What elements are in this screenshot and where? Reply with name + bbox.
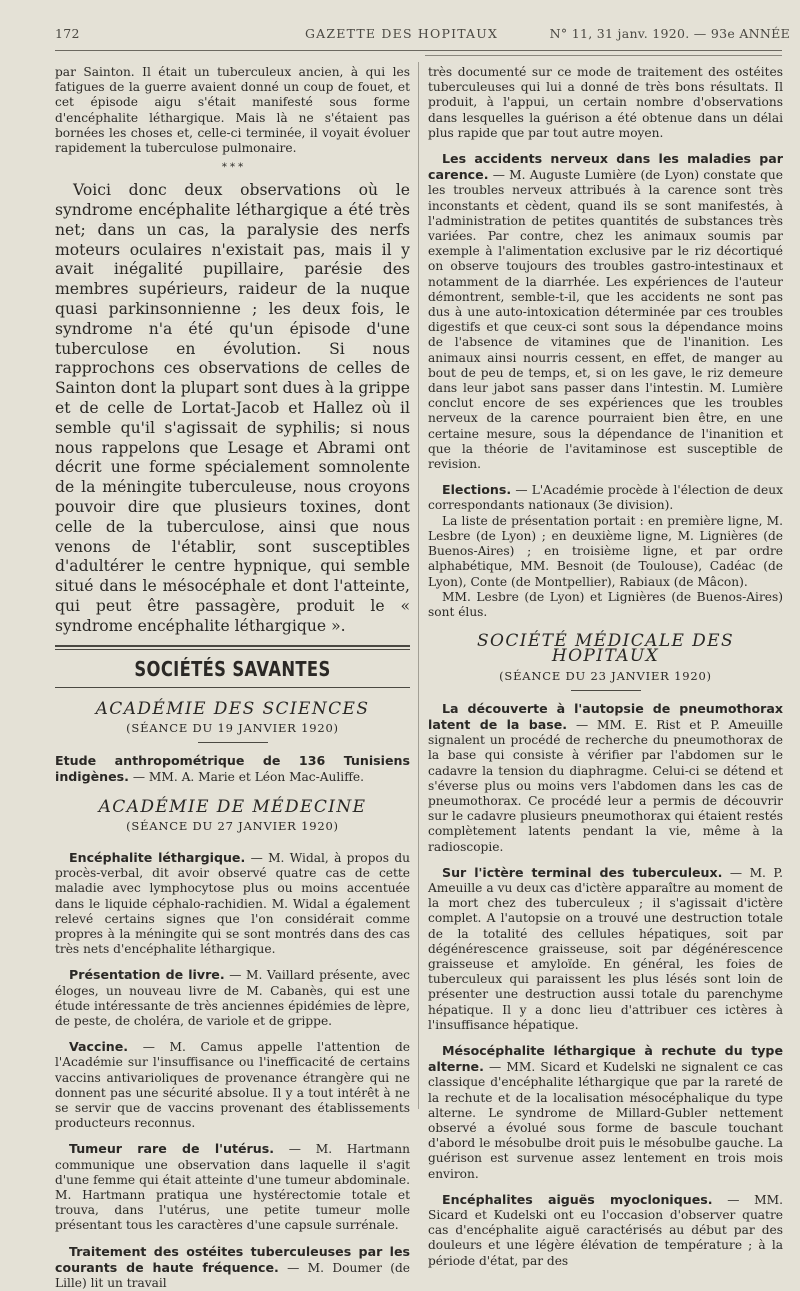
item-text: — M. Vaillard présente, avec éloges, un nouveau livre de M. Cabanès, qui est une étude intéressante de très anciennes épidémies de lèpre, de peste, de choléra, de variole et de grippe.	[55, 968, 410, 1028]
item	[428, 151, 783, 472]
header-rule-secondary	[425, 55, 782, 56]
item-text: — M. Doumer (de Lille) lit un travail	[55, 1260, 411, 1291]
item-title: Tumeur rare de l'utérus.	[69, 1141, 275, 1157]
item-title: Vaccine.	[69, 1039, 129, 1055]
session-date: (SÉANCE DU 27 JANVIER 1920)	[126, 818, 339, 833]
item-text: — MM. E. Rist et P. Ameuille signalent un procédé de recherche du pneumothorax de la base qui consiste à vérifier par l'abdomen sur le cadavre la tension du diaphragme. Celui-ci se détend et s'éverse plus ou moins vers l'abdomen dans les cas de pneumothorax. Ce procédé leur a permis de découvrir sur le cadavre plusieurs pneumothorax qui étaient restés complètement latents pendant la vie, même à la radioscopie.	[428, 717, 783, 854]
section-title: SOCIÉTÉS SAVANTES	[134, 656, 331, 681]
item-title: Mésocéphalite léthargique à rechute du type alterne.	[428, 1042, 783, 1075]
item-text: — M. Hartmann communique une observation dans laquelle il s'agit d'une femme qui était atteinte d'une tumeur abdominale. M. Hartmann pratiqua une hystérectomie totale et trouva, dans l'utérus, une petite tumeur molle présentant tous les caractères d'une capsule surrénale.	[55, 1142, 410, 1233]
item-title: Elections.	[442, 482, 512, 498]
item	[55, 967, 410, 1029]
short-rule	[198, 742, 268, 743]
item	[428, 1043, 783, 1182]
conclusion-paragraph: Voici donc deux observations où le syndrome encéphalite léthargique a été très net; dans un cas, la paralysie des nerfs moteurs oculaires n'existait pas, mais il y avait inégalité pupillaire, parésie des membres supérieurs, raideur de la nuque quasi parkinsonnienne ; les deux fois, le syndrome n'a été qu'un épisode d'une tuberculose en évolution. Si nous rapprochons ces observations de celles de Sainton dont la plupart sont dues à la grippe et de celle de Lortat-Jacob et Hallez où il semble qu'il s'agissait de syphilis; si nous nous rappelons que Lesage et Abrami ont décrit une forme spécialement somnolente de la méningite tuberculeuse, nous croyons pouvoir dire que plusieurs toxines, dont celle de la tuberculose, ainsi que nous venons de l'établir, sont susceptibles d'adultérer le centre hypnique, qui semble situé dans le mésocéphale et dont l'atteinte, qui peut être passagère, produit le « syndrome encéphalite léthargique ».	[55, 181, 410, 635]
item-text: — M. Auguste Lumière (de Lyon) constate que les troubles nerveux attribués à la carence sont très inconstants et cèdent, quand ils se sont manifestés, à l'administration de petites quantités de substances très variées. Par contre, chez les animaux soumis par exemple à l'alimentation exclusive par le riz décortiqué on observe toujours des troubles gastro-intestinaux et notamment de la diarrhée. Les expériences de l'auteur démontrent, semble-t-il, que les accidents ne sont pas dus à une auto-intoxication déterminée par ces troubles digestifs et que ceux-ci sont sous la dépendance moins de l'absence de vitamines que de l'inanition. Les animaux ainsi nourris cessent, en effet, de manger au bout de peu de temps, et, si on les gave, le riz demeure dans leur jabot sans passer dans l'intestin. M. Lumière conclut encore de ses expériences que les troubles nerveux de la carence pourraient bien être, en une certaine mesure, sous la dépendance de l'inanition et que la théorie de l'avitaminose est susceptible de revision.	[428, 168, 783, 472]
session-date: (SÉANCE DU 23 JANVIER 1920)	[499, 668, 712, 683]
item	[55, 1039, 410, 1131]
section-stars: * * *	[221, 162, 244, 174]
item-title: Traitement des ostéites tuberculeuses par les courants de haute fréquence.	[55, 1243, 410, 1275]
intro-paragraph: par Sainton. Il était un tuberculeux ancien, à qui les fatigues de la guerre avaient donné un coup de fouet, et cet épisode aigu s'était manifesté sous forme d'encéphalite léthargique. Mais là ne s'étaient pas bornées les choses et, celle-ci terminée, il voyait évoluer rapidement la tuberculose pulmonaire.	[55, 65, 410, 156]
item-title: Les accidents nerveux dans les maladies par carence.	[428, 151, 783, 183]
item-text: — M. P. Ameuille a vu deux cas d'ictère apparaître au moment de la mort chez des tuberculeux ; il s'agissait d'ictère complet. A l'autopsie on a trouvé une destruction totale de la totalité des cellules hépatiques, soit par dégénérescence graisseuse, soit par dégénérescence graisseuse et amyloïde. En général, les foies de tuberculeux qui paraissent les plus lésés sont loin de présenter une destruction aussi totale du parenchyme hépatique. Il y a donc lieu d'attribuer ces ictères à l'insuffisance hépatique.	[428, 865, 784, 1032]
item	[428, 482, 783, 513]
issue-info: N° 11, 31 janv. 1920. — 93e ANNÉE	[549, 26, 790, 41]
item	[55, 753, 410, 785]
item-text: — MM. Sicard et Kudelski ne signalent ce cas classique d'encéphalite léthargique que par la rareté de la rechute et de la localisation mésocéphalique du type alterne. Le syndrome de Millard-Gubler nettement observé a évolué sous forme de bascule touchant d'abord le mésobulbe droit puis le mésobulbe gauche. La guérison est survenue assez lentement en trois mois environ.	[428, 1060, 783, 1181]
journal-title: GAZETTE DES HOPITAUX	[305, 26, 499, 41]
item	[428, 865, 783, 1033]
elections-list: La liste de présentation portait : en première ligne, M. Lesbre (de Lyon) ; en deuxième ligne, M. Lignières (de Buenos-Aires) ; en troisième ligne, et par ordre alphabétique, MM. Besnoit (de Toulouse), Cadéac (de Lyon), Conte (de Montpellier), Rabiaux (de Mâcon).	[428, 513, 783, 589]
item-title: Etude anthropométrique de 136 Tunisiens indigènes.	[55, 753, 410, 785]
item-title: Sur l'ictère terminal des tuberculeux.	[442, 864, 723, 880]
item	[55, 1141, 410, 1233]
item-text: — MM. A. Marie et Léon Mac-Auliffe.	[128, 770, 364, 785]
item-text: — M. Camus appelle l'attention de l'Académie sur l'insuffisance ou l'inefficacité de certains vaccins antivarioliques de provenance étrangère qui ne donnent pas une sécurité absolue. Il y a tout intérêt à ne se servir que de vaccins provenant des établissements producteurs reconnus.	[55, 1040, 410, 1131]
item-title: La découverte à l'autopsie de pneumothorax latent de la base.	[428, 700, 783, 732]
item-title: Présentation de livre.	[69, 967, 225, 983]
item-text: — MM. Sicard et Kudelski ont eu l'occasion d'observer quatre cas d'encéphalite aiguë caractérisés au début par des douleurs et une légère élévation de température ; à la période d'état, par des	[428, 1192, 783, 1268]
elections-result: MM. Lesbre (de Lyon) et Lignières (de Buenos-Aires) sont élus.	[428, 589, 783, 619]
conclusion-block	[55, 181, 410, 636]
left-column	[55, 65, 410, 1291]
item	[428, 1192, 783, 1269]
society-title: SOCIÉTÉ MÉDICALE DES HOPITAUX	[476, 631, 735, 667]
section-rule	[55, 645, 410, 650]
right-column	[428, 65, 783, 1269]
item-text: — L'Académie procède à l'élection de deux correspondants nationaux (3e division).	[428, 483, 783, 513]
page-number: 172	[55, 26, 80, 41]
section-title-rule	[55, 687, 410, 688]
item-title: Encéphalites aiguës myocloniques.	[442, 1191, 713, 1207]
academy-title: ACADÉMIE DES SCIENCES	[95, 698, 370, 719]
continuation-paragraph: très documenté sur ce mode de traitement des ostéites tuberculeuses qui lui a donné de très bons résultats. Il produit, à l'appui, un certain nombre d'observations dans lesquelles la guérison a été obtenue dans un délai plus rapide que par tout autre moyen.	[428, 65, 783, 140]
item	[55, 1244, 410, 1291]
short-rule	[571, 690, 641, 691]
page-header	[55, 26, 790, 50]
item	[55, 850, 410, 957]
session-date: (SÉANCE DU 19 JANVIER 1920)	[126, 720, 339, 735]
item-text: — M. Widal, à propos du procès-verbal, dit avoir observé quatre cas de cette maladie avec lymphocytose plus ou moins accentuée dans le liquide céphalo-rachidien. M. Widal a également relevé certains signes que l'on considérait comme propres à la méningite qui se sont montrés dans des cas très nets d'encéphalite léthargique.	[55, 850, 410, 957]
header-rule	[55, 50, 782, 51]
item-title: Encéphalite léthargique.	[69, 849, 246, 865]
column-divider	[418, 62, 419, 1109]
item	[428, 701, 783, 855]
academy-title: ACADÉMIE DE MÉDECINE	[98, 796, 367, 817]
